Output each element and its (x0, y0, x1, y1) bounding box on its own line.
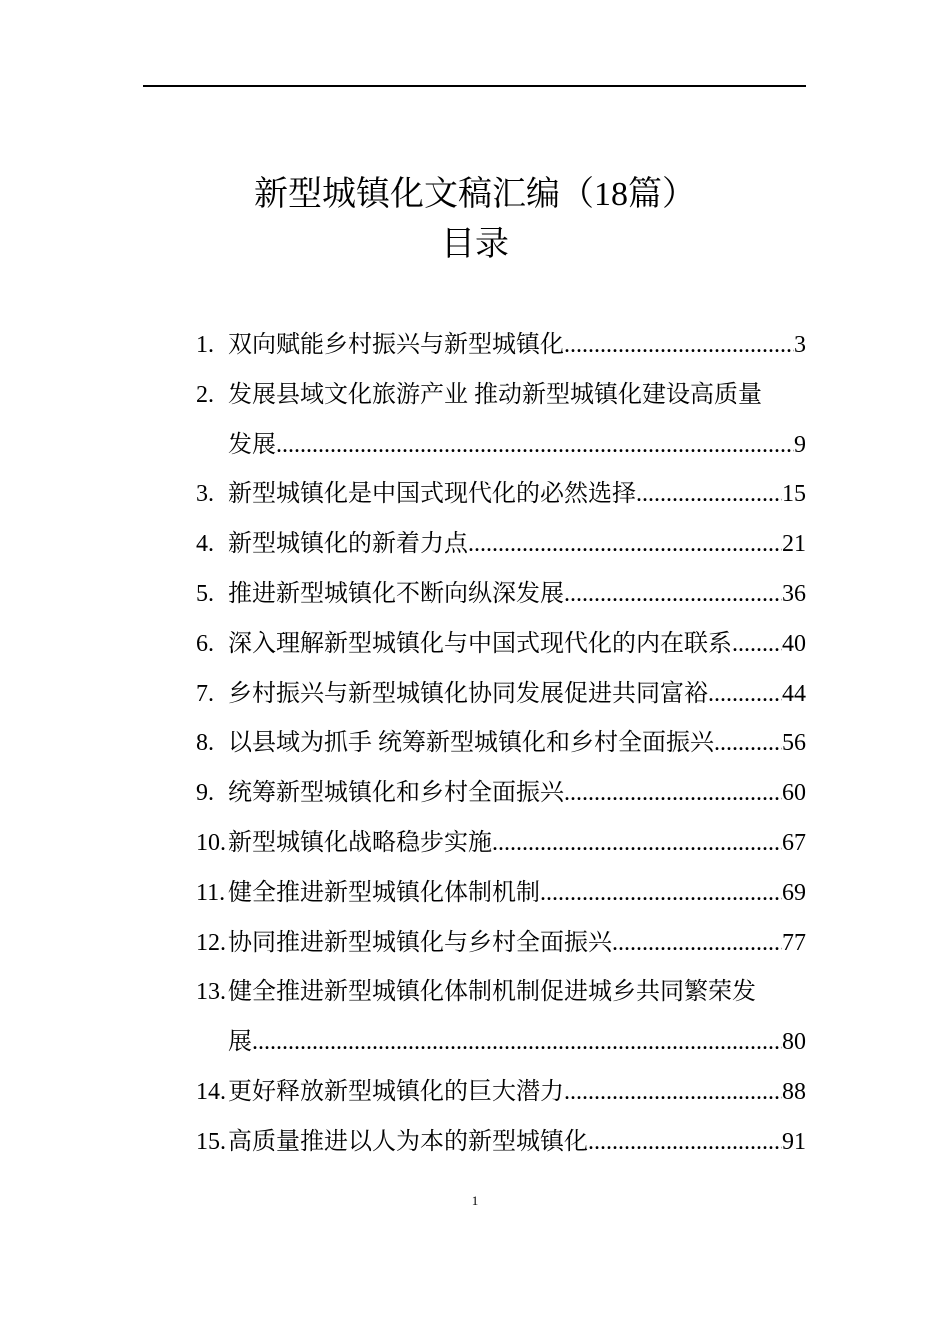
toc-leader-dots (492, 823, 782, 863)
toc-entry-title-cont: 发展 (228, 431, 276, 458)
toc-entry-page: 69 (782, 879, 806, 906)
toc-heading: 目录 (441, 226, 509, 263)
toc-entry-title: 高质量推进以人为本的新型城镇化 (228, 1128, 588, 1155)
toc-leader-dots (588, 1122, 782, 1162)
toc-entry-number: 14. (196, 1078, 226, 1105)
toc-leader-dots (252, 1022, 782, 1062)
toc-entry-page: 44 (782, 680, 806, 707)
toc-entry-number: 5. (196, 580, 214, 607)
toc-leader-dots (564, 574, 782, 614)
toc-entry-title: 乡村振兴与新型城镇化协同发展促进共同富裕 (228, 680, 708, 707)
toc-entry[interactable] (196, 624, 806, 674)
toc-entry-number: 7. (196, 680, 214, 707)
toc-entry-number: 8. (196, 730, 214, 757)
toc-entry-title: 双向赋能乡村振兴与新型城镇化 (228, 332, 564, 358)
toc-entry[interactable] (196, 375, 806, 425)
toc-entry-number: 15. (196, 1128, 226, 1155)
toc-entry-continuation[interactable] (196, 425, 806, 475)
toc-entry[interactable] (196, 723, 806, 773)
toc-entry-title: 健全推进新型城镇化体制机制 (228, 879, 540, 906)
toc-entry-number: 4. (196, 531, 214, 558)
toc-entry-title: 统筹新型城镇化和乡村全面振兴 (228, 780, 564, 807)
toc-entry-number: 9. (196, 780, 214, 807)
header-rule (143, 85, 806, 87)
toc-entry-title-cont: 展 (228, 1029, 252, 1056)
page-number: 1 (471, 1193, 479, 1208)
toc-entry[interactable] (196, 574, 806, 624)
toc-entry-number: 6. (196, 630, 214, 657)
toc-entry-title: 健全推进新型城镇化体制机制促进城乡共同繁荣发 (228, 979, 756, 1006)
toc-entry-number: 3. (196, 481, 214, 508)
table-of-contents (196, 325, 806, 1172)
toc-leader-dots (636, 474, 782, 514)
toc-leader-dots (468, 524, 782, 564)
toc-entry-page: 40 (782, 630, 806, 657)
toc-entry-number: 12. (196, 929, 226, 956)
toc-leader-dots (564, 1072, 782, 1112)
toc-entry-page: 15 (782, 481, 806, 508)
toc-leader-dots (564, 773, 782, 813)
toc-entry-title: 以县域为抓手 统筹新型城镇化和乡村全面振兴 (228, 730, 714, 757)
toc-entry[interactable] (196, 923, 806, 973)
toc-leader-dots (714, 723, 782, 763)
toc-entry-title: 新型城镇化的新着力点 (228, 531, 468, 558)
toc-entry-page: 67 (782, 829, 806, 856)
toc-entry-continuation[interactable] (196, 1022, 806, 1072)
toc-entry-number: 13. (196, 979, 226, 1006)
toc-entry[interactable] (196, 1122, 806, 1172)
toc-entry-page: 91 (782, 1128, 806, 1155)
toc-entry[interactable] (196, 325, 806, 375)
toc-entry[interactable] (196, 524, 806, 574)
toc-entry[interactable] (196, 823, 806, 873)
toc-entry-page: 56 (782, 730, 806, 757)
toc-leader-dots (564, 325, 794, 365)
toc-entry-title: 更好释放新型城镇化的巨大潜力 (228, 1078, 564, 1105)
toc-entry[interactable] (196, 972, 806, 1022)
toc-entry-page: 9 (794, 431, 806, 458)
toc-entry-page: 21 (782, 531, 806, 558)
toc-entry-title: 协同推进新型城镇化与乡村全面振兴 (228, 929, 612, 956)
toc-entry-page: 36 (782, 580, 806, 607)
toc-entry-page: 80 (782, 1029, 806, 1056)
toc-entry-number: 10. (196, 829, 226, 856)
toc-entry[interactable] (196, 773, 806, 823)
toc-leader-dots (276, 425, 794, 465)
toc-entry-title: 深入理解新型城镇化与中国式现代化的内在联系 (228, 630, 732, 657)
toc-entry-title: 新型城镇化是中国式现代化的必然选择 (228, 481, 636, 508)
toc-entry-number: 2. (196, 381, 214, 408)
toc-entry-title: 推进新型城镇化不断向纵深发展 (228, 580, 564, 607)
toc-entry[interactable] (196, 474, 806, 524)
toc-entry-page: 88 (782, 1078, 806, 1105)
toc-leader-dots (732, 624, 782, 664)
toc-entry-number: 11. (196, 879, 226, 906)
toc-entry[interactable] (196, 1072, 806, 1122)
toc-entry-page: 77 (782, 929, 806, 956)
toc-entry-title: 新型城镇化战略稳步实施 (228, 829, 492, 856)
toc-entry-page: 3 (794, 332, 806, 358)
toc-entry-page: 60 (782, 780, 806, 807)
document-title: 新型城镇化文稿汇编（18篇） (254, 176, 696, 213)
toc-leader-dots (708, 674, 782, 714)
toc-entry-title: 发展县域文化旅游产业 推动新型城镇化建设高质量 (228, 381, 762, 408)
toc-leader-dots (612, 923, 782, 963)
toc-entry-number: 1. (196, 332, 214, 358)
toc-entry[interactable] (196, 674, 806, 724)
toc-entry[interactable] (196, 873, 806, 923)
toc-leader-dots (540, 873, 782, 913)
